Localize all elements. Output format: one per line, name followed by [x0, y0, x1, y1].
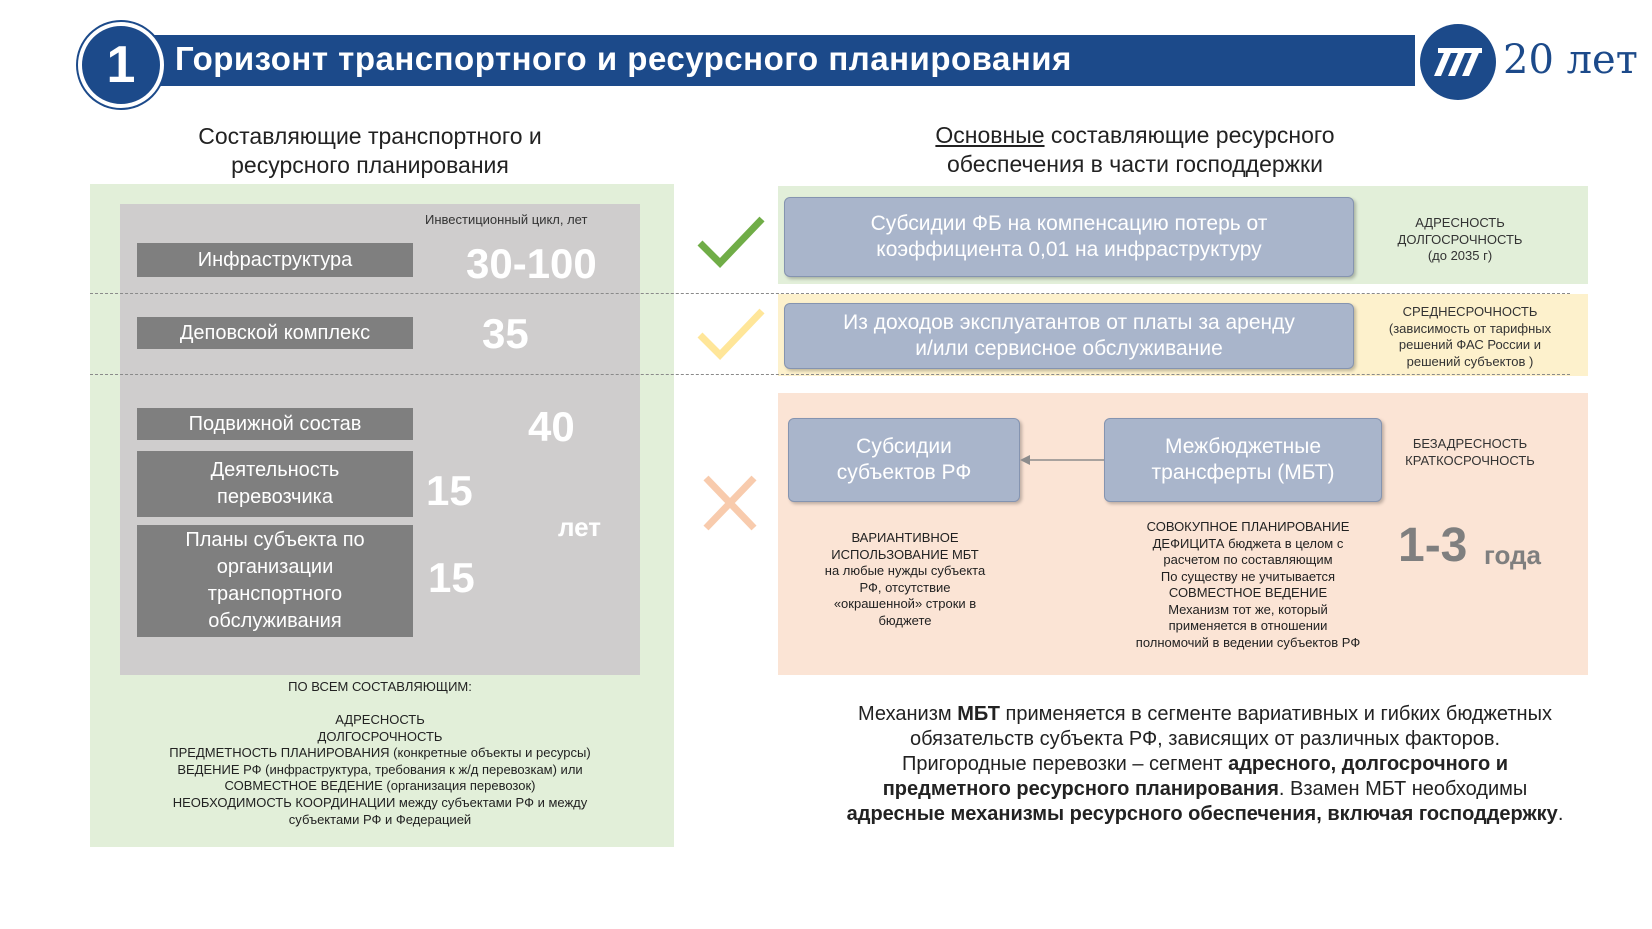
label-infrastructure: Инфраструктура: [137, 243, 413, 277]
label-rolling-stock: Подвижной состав: [137, 408, 413, 440]
logo-text: 20 лет: [1503, 37, 1638, 83]
cross-icon: [696, 474, 766, 534]
value-carrier-activity: 15: [426, 467, 473, 514]
label-subject-plans: Планы субъекта по организации транспортного обслуживания: [137, 525, 413, 637]
check-icon: [696, 213, 766, 273]
all-components-list: АДРЕСНОСТЬ ДОЛГОСРОЧНОСТЬ ПРЕДМЕТНОСТЬ ПЛАНИРОВАНИЯ (конкретные объекты и ресурсы) ВЕДЕНИЕ РФ (инфраструктура, требования к ж/д перевозкам) или СОВМЕСТНОЕ ВЕДЕНИЕ (организация перевозок) НЕОБХОДИМОСТЬ КООРДИНАЦИИ между субъектами РФ и между субъектами РФ и Федерацией: [169, 712, 591, 827]
page-title: Горизонт транспортного и ресурсного планирования: [175, 40, 1072, 77]
arrow-left-icon: [1018, 450, 1104, 470]
section-number: 1: [106, 36, 136, 94]
interbudget-transfers-box: Межбюджетные трансферты (МБТ): [1104, 418, 1382, 502]
operator-income-box: Из доходов эксплуатантов от платы за аренду и/или сервисное обслуживание: [784, 303, 1354, 369]
check-icon: [696, 305, 766, 365]
value-depot-complex: 35: [482, 310, 529, 357]
left-heading: Составляющие транспортного и ресурсного планирования: [198, 123, 542, 178]
regional-subsidy-box: Субсидии субъектов РФ: [788, 418, 1020, 502]
federal-subsidy-note: АДРЕСНОСТЬ ДОЛГОСРОЧНОСТЬ (до 2035 г): [1397, 215, 1523, 263]
operator-income-note: СРЕДНЕСРОЧНОСТЬ (зависимость от тарифных решений ФАС России и решений субъектов ): [1388, 304, 1552, 369]
separator-line: [90, 374, 1570, 375]
all-components-title: ПО ВСЕМ СОСТАВЛЯЮЩИМ:: [288, 679, 472, 694]
label-depot-complex: Деповской комплекс: [137, 317, 413, 349]
value-rolling-stock: 40: [528, 403, 575, 450]
short-term-range-unit: года: [1484, 540, 1541, 570]
short-term-range: 1-3: [1398, 519, 1468, 572]
interbudget-transfers-description: СОВОКУПНОЕ ПЛАНИРОВАНИЕ ДЕФИЦИТА бюджета в целом с расчетом по составляющим По существу не учитывается СОВМЕСТНОЕ ВЕДЕНИЕ Механизм тот же, который применяется в отношении полномочий в ведении субъектов РФ: [1135, 519, 1361, 650]
federal-subsidy-box: Субсидии ФБ на компенсацию потерь от коэффициента 0,01 на инфраструктуру: [784, 197, 1354, 277]
company-logo-icon: [1420, 24, 1496, 100]
value-infrastructure: 30-100: [466, 240, 597, 287]
investment-cycle-label: Инвестиционный цикл, лет: [425, 212, 588, 227]
label-carrier-activity: Деятельность перевозчика: [137, 451, 413, 517]
value-subject-plans: 15: [428, 554, 475, 601]
conclusion-paragraph: Механизм МБТ применяется в сегменте вариативных и гибких бюджетных обязательств субъекта РФ, зависящих от различных факторов. Пригородные перевозки – сегмент адресного, долгосрочного и предметного ресурсного планирования. Взамен МБТ необходимы адресные механизмы ресурсного обеспечения, включая господдержку.: [846, 703, 1564, 825]
years-unit: лет: [558, 512, 602, 542]
separator-line: [90, 293, 1570, 294]
right-heading: Основные составляющие ресурсного обеспечения в части господдержки: [935, 122, 1335, 177]
regional-subsidy-note: БЕЗАДРЕСНОСТЬ КРАТКОСРОЧНОСТЬ: [1405, 436, 1535, 468]
regional-subsidy-description: ВАРИАНТИВНОЕ ИСПОЛЬЗОВАНИЕ МБТ на любые нужды субъекта РФ, отсутствие «окрашенной» строки в бюджете: [824, 530, 986, 628]
